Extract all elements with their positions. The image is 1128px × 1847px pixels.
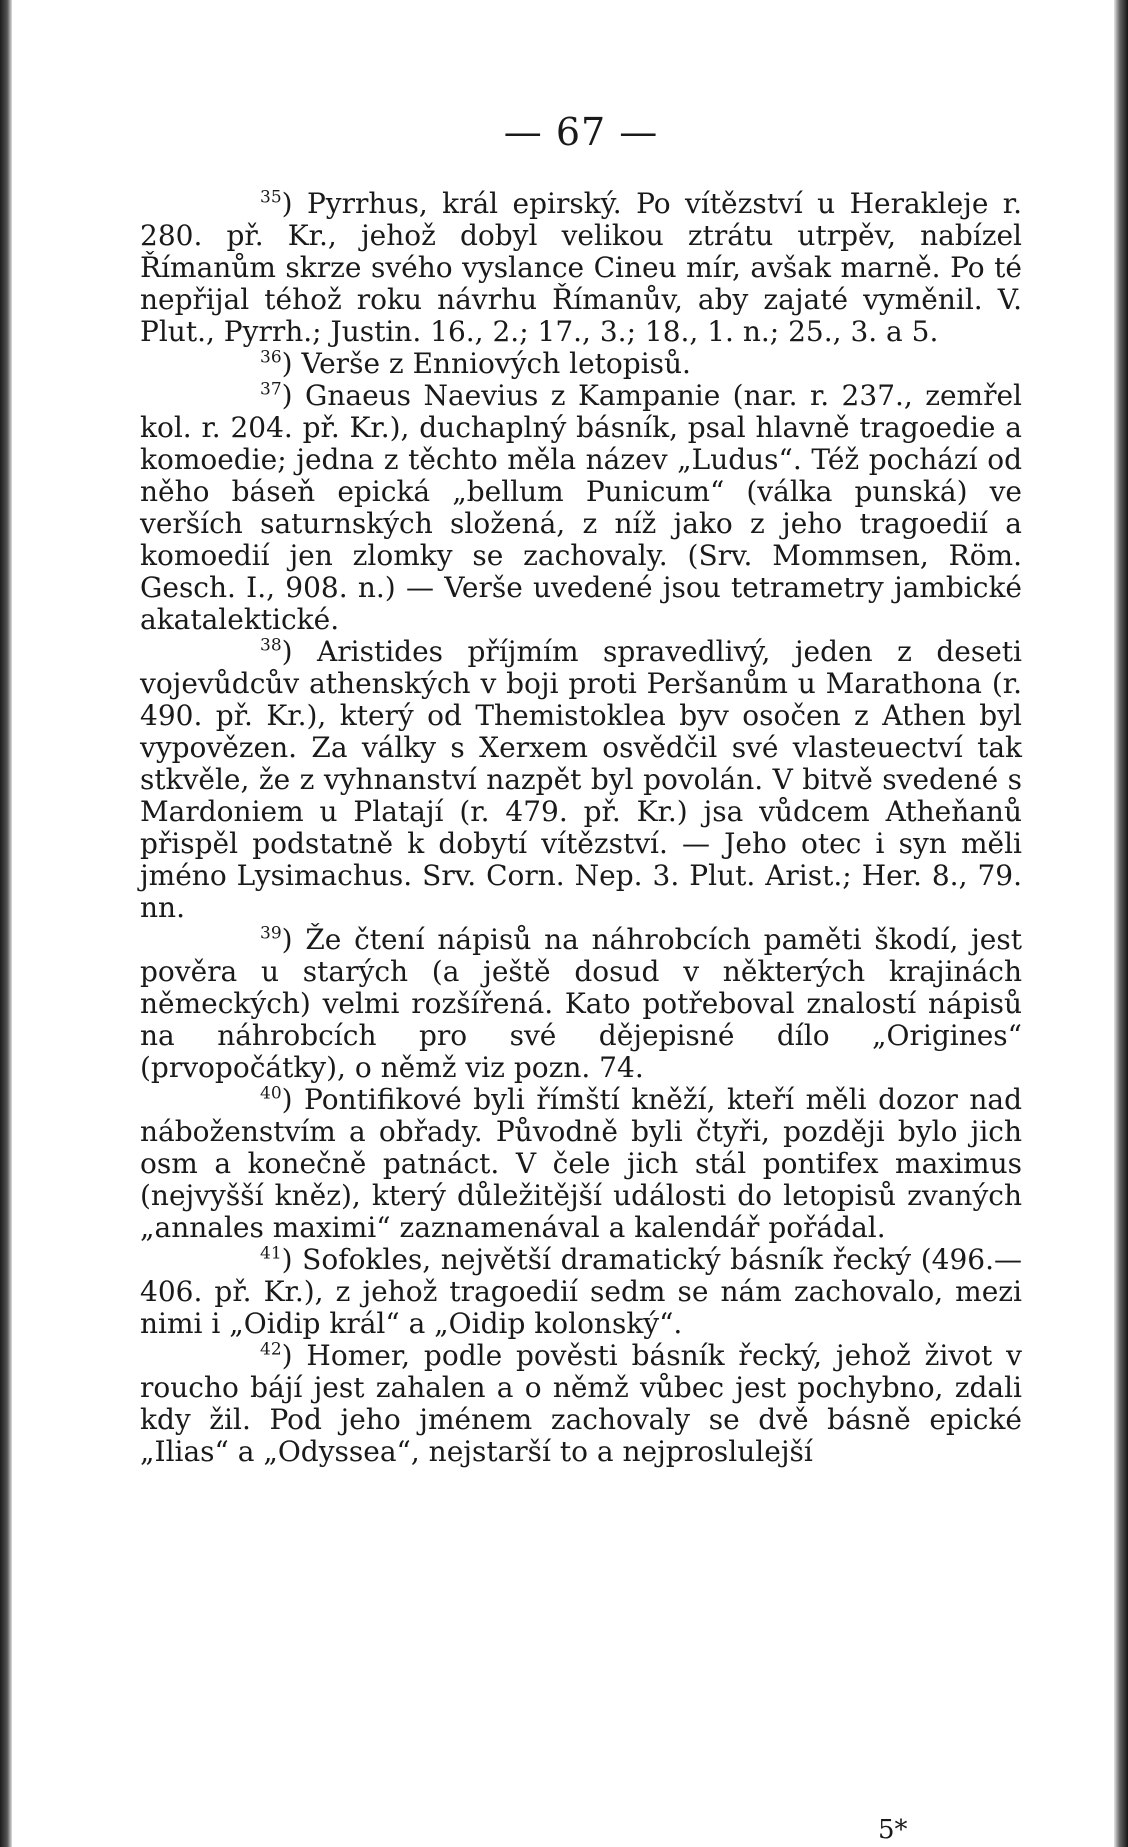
footnote-text: ) Pontifikové byli římští kněží, kteří měli dozor nad náboženstvím a obřady. Původně byli čtyři, později bylo jich osm a konečně patnáct. V čele jich stál pontifex maximus (nejvyšší kněz), který důležitější události do letopisů zvaných „annales maximi“ zaznamenával a kalendář pořádal. xyxy=(140,1083,1022,1244)
footnote-text: ) Gnaeus Naevius z Kampanie (nar. r. 237., zemřel kol. r. 204. př. Kr.), duchaplný básník, psal hlavně tragoedie a komoedie; jedna z těchto měla název „Ludus“. Též pochází od něho báseň epická „bellum Punicum“ (válka punská) ve verších saturnských složená, z níž jako z jeho tragoedií a komoedií jen zlomky se zachovaly. (Srv. Mommsen, Röm. Gesch. I., 908. n.) — Verše uvedené jsou tetrametry jambické akatalektické. xyxy=(140,379,1022,636)
footnote-text: ) Aristides příjmím spravedlivý, jeden z deseti vojevůdcův athenských v boji proti Peršanům u Marathona (r. 490. př. Kr.), který od Themistoklea byv osočen z Athen byl vypovězen. Za války s Xerxem osvědčil své vlasteuectví tak stkvěle, že z vyhnanství nazpět byl povolán. V bitvě svedené s Mardoniem u Platají (r. 479. př. Kr.) jsa vůdcem Atheňanů přispěl podstatně k dobytí vítězství. — Jeho otec i syn měli jméno Lysimachus. Srv. Corn. Nep. 3. Plut. Arist.; Her. 8., 79. nn. xyxy=(140,635,1022,924)
page-number: — 67 — xyxy=(503,110,659,154)
footnote-35 xyxy=(140,188,1022,348)
footnote-text: ) Pyrrhus, král epirský. Po vítězství u Herakleje r. 280. př. Kr., jehož dobyl velikou ztrátu utrpěv, nabízel Římanům skrze svého vyslance Cineu mír, avšak marně. Po té nepřijal téhož roku návrhu Římanův, aby zajaté vyměnil. V. Plut., Pyrrh.; Justin. 16., 2.; 17., 3.; 18., 1. n.; 25., 3. a 5. xyxy=(140,187,1022,348)
page-body xyxy=(140,110,1022,1468)
footnote-text: ) Sofokles, největší dramatický básník řecký (496.—406. př. Kr.), z jehož tragoedií sedm se nám zachovalo, mezi nimi i „Oidip král“ a „Oidip kolonský“. xyxy=(140,1243,1022,1340)
footnote-39 xyxy=(140,924,1022,1084)
footnote-37 xyxy=(140,380,1022,636)
footnote-42 xyxy=(140,1340,1022,1468)
footnote-text: ) Že čtení nápisů na náhrobcích paměti škodí, jest pověra u starých (a ještě dosud v některých krajinách německých) velmi rozšířená. Kato potřeboval znalostí nápisů na náhrobcích pro své dějepisné dílo „Origines“ (prvopočátky), o němž viz pozn. 74. xyxy=(140,923,1022,1084)
footnote-40 xyxy=(140,1084,1022,1244)
footnote-number: 36 xyxy=(260,347,282,368)
footnote-number: 35 xyxy=(260,187,282,208)
scan-border-left xyxy=(0,0,12,1847)
sheet-signature: 5* xyxy=(878,1815,908,1845)
scan-border-right xyxy=(1114,0,1128,1847)
footnote-38 xyxy=(140,636,1022,924)
footnote-number: 38 xyxy=(260,635,282,656)
footnote-number: 39 xyxy=(260,923,282,944)
footnote-number: 40 xyxy=(260,1083,282,1104)
footnote-36 xyxy=(140,348,1022,380)
footnote-text: ) Homer, podle pověsti básník řecký, jehož život v roucho bájí jest zahalen a o němž vůbec jest pochybno, zdali kdy žil. Pod jeho jménem zachovaly se dvě básně epické „Ilias“ a „Odyssea“, nejstarší to a nejproslulejší xyxy=(140,1339,1022,1468)
footnote-number: 41 xyxy=(260,1243,282,1264)
footnote-number: 42 xyxy=(260,1339,282,1360)
footnote-41 xyxy=(140,1244,1022,1340)
footnote-text: ) Verše z Enniových letopisů. xyxy=(281,347,691,380)
footnote-number: 37 xyxy=(260,379,282,400)
